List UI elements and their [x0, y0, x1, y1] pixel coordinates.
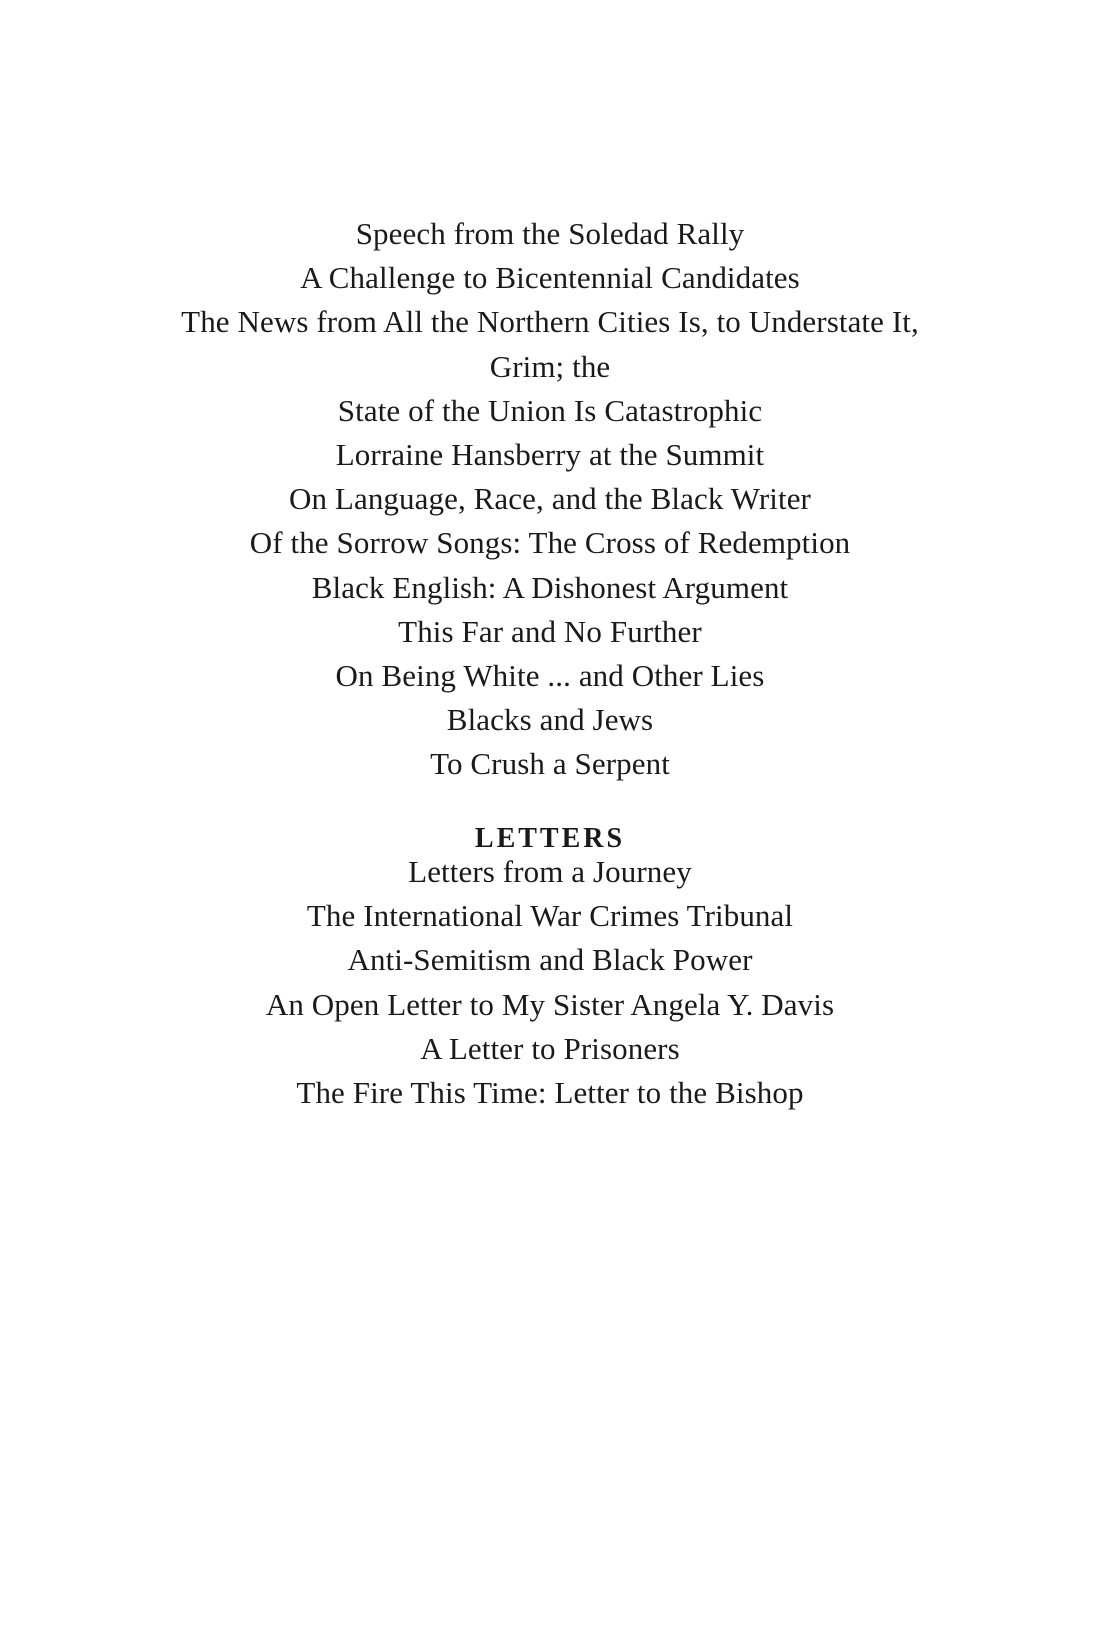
toc-entry: Speech from the Soledad Rally [355, 216, 745, 251]
toc-entry: This Far and No Further [398, 613, 702, 649]
toc-entry: On Language, Race, and the Black Writer [289, 481, 811, 517]
toc-entry: On Being White ... and Other Lies [335, 657, 765, 693]
toc-entry: Blacks and Jews [446, 702, 654, 738]
toc-entry: Anti-Semitism and Black Power [347, 942, 753, 978]
toc-entry: State of the Union Is Catastrophic [337, 392, 763, 428]
toc-entry: Letters from a Journey [408, 854, 692, 889]
toc-entry: Black English: A Dishonest Argument [311, 569, 789, 605]
toc-entry: Grim; the [489, 348, 611, 384]
toc-entry: The Fire This Time: Letter to the Bishop [296, 1074, 804, 1110]
toc-entry: Lorraine Hansberry at the Summit [335, 436, 765, 472]
toc-entry: To Crush a Serpent [430, 746, 670, 782]
letters-contents-list [0, 850, 1100, 1115]
toc-entry: An Open Letter to My Sister Angela Y. Davis [265, 986, 835, 1022]
essays-contents-list [0, 212, 1100, 786]
letters-section-heading: LETTERS [474, 823, 626, 854]
toc-entry: A Letter to Prisoners [420, 1030, 680, 1066]
toc-entry: A Challenge to Bicentennial Candidates [300, 260, 800, 296]
toc-entry: The International War Crimes Tribunal [306, 898, 794, 934]
toc-entry: Of the Sorrow Songs: The Cross of Redemption [249, 525, 851, 561]
toc-entry: The News from All the Northern Cities Is, to Understate It, [181, 304, 919, 340]
